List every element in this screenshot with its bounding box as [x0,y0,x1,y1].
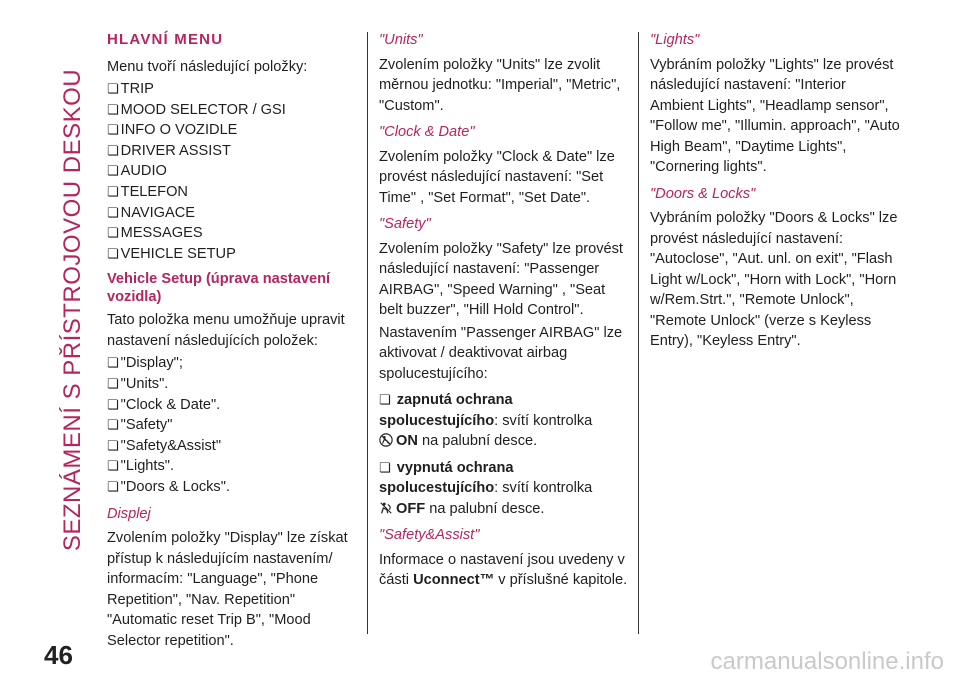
list-item: ❏ INFO O VOZIDLE [107,120,357,141]
list-item: ❏ "Clock & Date". [107,395,357,416]
main-menu-heading: HLAVNÍ MENU [107,31,224,48]
airbag-on-tail: na palubní desce. [421,433,538,449]
lights-label: "Lights" [650,32,700,48]
displej-label: Displej [107,505,151,522]
list-item: ❏ "Display"; [107,353,357,374]
list-item: ❏ NAVIGACE [107,203,357,224]
passenger-airbag-off-icon [379,501,393,515]
list-item: ❏ "Doors & Locks". [107,477,357,498]
passenger-airbag-on-icon [379,433,393,447]
airbag-state-list [379,390,631,519]
safety-assist-pre: Informace o nastavení jsou uvedeny v části [379,551,625,588]
list-item: ❏ TRIP [107,79,357,100]
list-item: ❏ VEHICLE SETUP [107,244,357,265]
list-item: ❏ "Safety" [107,415,357,436]
doors-locks-text: Vybráním položky "Doors & Locks" lze provést následující nastavení: "Autoclose", "Aut. unl. on exit", "Flash Light w/Lock", "Horn with Lock", "Horn w/Rem.Strt.", "Remote Unlock", "Remote Unlock" (verze s Keyless Entry), "Keyless Entry". [650,210,898,349]
list-item: ❏ MESSAGES [107,223,357,244]
airbag-on-word: ON [396,433,418,449]
units-label: "Units" [379,32,423,48]
list-item: ❏ "Safety&Assist" [107,436,357,457]
airbag-off-rest: : svítí kontrolka [494,480,593,496]
airbag-on-rest: : svítí kontrolka [494,412,593,429]
column-divider-1 [367,32,368,634]
main-menu-intro: Menu tvoří následující položky: [107,58,308,75]
list-item: ❏ TELEFON [107,182,357,203]
safety-text: Zvolením položky "Safety" lze provést následující nastavení: "Passenger AIRBAG", "Speed Warning" , "Seat belt buzzer", "Hill Hold Control". [379,240,623,318]
column-2 [379,30,631,593]
lights-text: Vybráním položky "Lights" lze provést následující nastavení: "Interior Ambient Lights", "Headlamp sensor", "Follow me", "Illumin. approach", "Auto High Beam", "Daytime Lights", "Cornering lights". [650,56,900,175]
vehicle-setup-list [107,353,357,497]
airbag-off-word: OFF [396,500,426,517]
safety-assist-label: "Safety&Assist" [379,527,480,543]
list-item: ❏ "Lights". [107,456,357,477]
watermark: carmanualsonline.info [710,648,944,675]
column-3 [650,30,902,354]
airbag-on-item [379,390,631,452]
airbag-off-tail: na palubní desce. [429,500,545,517]
safety-airbag-text: Nastavením "Passenger AIRBAG" lze aktivovat / deaktivovat airbag spolucestujícího: [379,324,623,382]
safety-assist-text [379,550,631,591]
airbag-off-bold: vypnutá ochrana spolucestujícího [379,459,514,496]
safety-assist-post: v příslušné kapitole. [498,572,628,588]
displej-text: Zvolením položky "Display" lze získat přístup k následujícím nastavením/ informacím: "Language", "Phone Repetition", "Nav. Repetition" "Automatic reset Trip B", "Mood Selector repetition". [107,530,348,649]
column-divider-2 [638,32,639,634]
list-item: ❏ "Units". [107,374,357,395]
main-menu-list [107,79,357,264]
airbag-on-bold: zapnutá ochrana spolucestujícího [379,392,513,429]
vehicle-setup-heading: Vehicle Setup (úprava nastavení vozidla) [107,271,331,306]
clock-date-label: "Clock & Date" [379,124,475,140]
column-1 [107,30,357,653]
safety-label: "Safety" [379,216,431,232]
side-chapter-title [52,30,94,590]
clock-date-text: Zvolením položky "Clock & Date" lze provést následující nastavení: "Set Time" , "Set Format", "Set Date". [379,148,615,206]
list-item: ❏ AUDIO [107,161,357,182]
side-chapter-title-text: SEZNÁMENÍ S PŘÍSTROJOVOU DESKOU [59,68,87,552]
airbag-off-item [379,458,631,520]
units-text: Zvolením položky "Units" lze zvolit měrnou jednotku: "Imperial", "Metric", "Custom". [379,56,621,114]
page-number: 46 [44,640,73,670]
list-item: ❏ DRIVER ASSIST [107,141,357,162]
doors-locks-label: "Doors & Locks" [650,185,756,202]
uconnect-reference: Uconnect™ [413,572,495,588]
list-item: ❏ MOOD SELECTOR / GSI [107,100,357,121]
vehicle-setup-intro: Tato položka menu umožňuje upravit nastavení následujících položek: [107,312,345,349]
